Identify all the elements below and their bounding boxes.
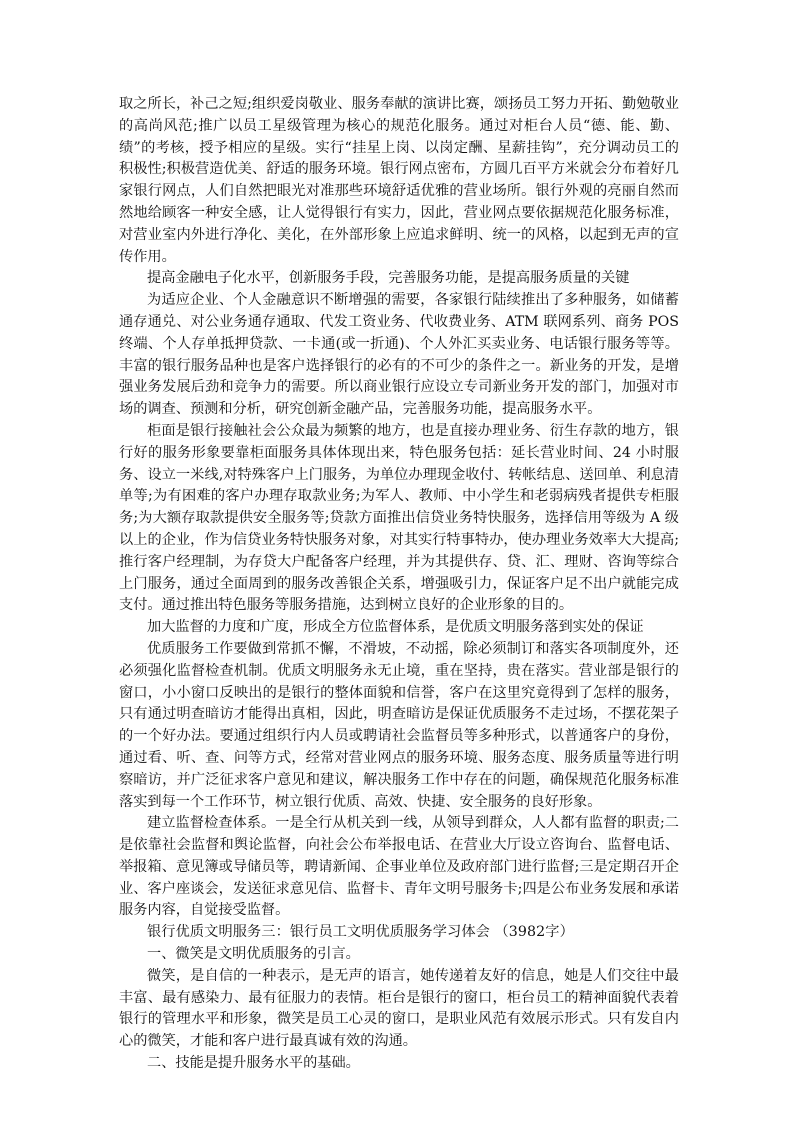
paragraph-heading-electronic: 提高金融电子化水平，创新服务手段，完善服务功能，是提高服务质量的关键 (147, 270, 630, 287)
document-page (119, 94, 679, 1075)
subparagraph-1: 一、微笑是文明优质服务的引言。 (147, 946, 360, 963)
paragraph-7: 建立监督检查体系。一是全行从机关到一线，从领导到群众，人人都有监督的职责;二是依靠社会监督和舆论监督，向社会公布举报电话、在营业大厅设立咨询台、监督电话、举报箱、意见簿或导储员等，聘请新闻、企事业单位及政府部门进行监督;三是定期召开企业、客户座谈会，发送征求意见信、监督卡、青年文明号服务卡;四是公布业务发展和承诺服务内容，自觉接受监督。 (119, 815, 679, 919)
paragraph-1: 取之所长，补己之短;组织爱岗敬业、服务奉献的演讲比赛，颂扬员工努力开拓、勤勉敬业的高尚风范;推广以员工星级管理为核心的规范化服务。通过对柜台人员“德、能、勤、绩”的考核，授予相应的星级。实行“挂星上岗、以岗定酬、星薪挂钩”，充分调动员工的积极性;积极营造优美、舒适的服务环境。银行网点密布，方圆几百平方米就会分布着好几家银行网点，人们自然把眼光对准那些环境舒适优雅的营业场所。银行外观的亮丽自然而然地给顾客一种安全感，让人觉得银行有实力，因此，营业网点要依据规范化服务标准，对营业室内外进行净化、美化，在外部形象上应追求鲜明、统一的风格，以起到无声的宣传作用。 (119, 96, 679, 265)
subparagraph-2: 微笑，是自信的一种表示，是无声的语言，她传递着友好的信息，她是人们交往中最丰富、最有感染力、最有征服力的表情。柜台是银行的窗口，柜台员工的精神面貌代表着银行的管理水平和形象，微笑是员工心灵的窗口，是职业风范有效展示形式。只有发自内心的微笑，才能和客户进行最真诚有效的沟通。 (119, 967, 679, 1050)
paragraph-3: 为适应企业、个人金融意识不断增强的需要，各家银行陆续推出了多种服务，如储蓄通存通兑、对公业务通存通取、代发工资业务、代收费业务、ATM 联网系列、商务 POS 终端、个人存单抵押贷款、一卡通(或一折通)、个人外汇买卖业务、电话银行服务等等。丰富的银行服务品种也是客户选择银行的必有的不可少的条件之一。新业务的开发，是增强业务发展后劲和竞争力的需要。所以商业银行应设立专司新业务开发的部门，加强对市场的调查、预测和分析，研究创新金融产品，完善服务功能，提高服务水平。 (119, 292, 679, 418)
paragraph-4: 柜面是银行接触社会公众最为频繁的地方，也是直接办理业务、衍生存款的地方，银行好的服务形象要靠柜面服务具体体现出来，特色服务包括：延长营业时间、24 小时服务、设立一米线,对特殊客户上门服务，为单位办理现金收付、转帐结息、送回单、利息清单等;为有困难的客户办理存取款业务;为军人、教师、中小学生和老弱病残者提供专柜服务;为大额存取款提供安全服务等;贷款方面推出信贷业务特快服务，选择信用等级为 A 级以上的企业，作为信贷业务特快服务对象，对其实行特事特办，使办理业务效率大大提高;推行客户经理制，为存贷大户配备客户经理，并为其提供存、贷、汇、理财、咨询等综合上门服务，通过全面周到的服务改善银企关系，增强吸引力，保证客户足不出户就能完成支付。通过推出特色服务等服务措施，达到树立良好的企业形象的目的。 (119, 422, 679, 614)
paragraph-heading-supervision: 加大监督的力度和广度，形成全方位监督体系，是优质文明服务落到实处的保证 (147, 619, 644, 636)
section-title: 银行优质文明服务三：银行员工文明优质服务学习体会 （3982字） (147, 924, 574, 941)
subparagraph-3: 二、技能是提升服务水平的基础。 (147, 1055, 360, 1072)
paragraph-6: 优质服务工作要做到常抓不懈，不滑坡，不动摇，除必须制订和落实各项制度外，还必须强化监督检查机制。优质文明服务永无止境，重在坚持，贵在落实。营业部是银行的窗口，小小窗口反映出的是银行的整体面貌和信誉，客户在这里究竟得到了怎样的服务，只有通过明查暗访才能得出真相，因此，明查暗访是保证优质服务不走过场，不摆花架子的一个好办法。要通过组织行内人员或聘请社会监督员等多种形式，以普通客户的身份，通过看、听、查、问等方式，经常对营业网点的服务环境、服务态度、服务质量等进行明察暗访，并广泛征求客户意见和建议，解决服务工作中存在的问题，确保规范化服务标准落实到每一个工作环节，树立银行优质、高效、快捷、安全服务的良好形象。 (119, 640, 679, 810)
